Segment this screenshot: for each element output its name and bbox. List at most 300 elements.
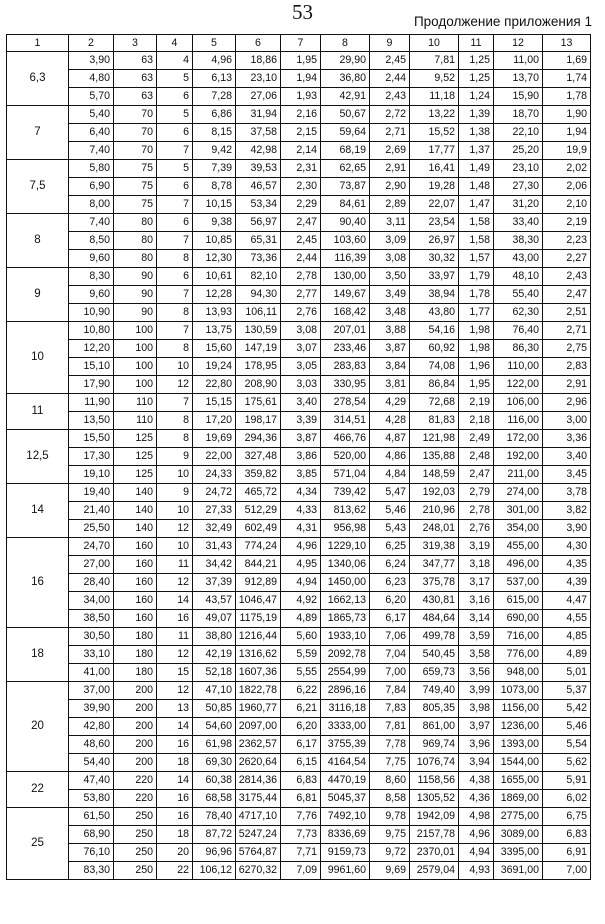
- table-cell: 6,17: [281, 736, 321, 754]
- table-cell: 8,15: [193, 124, 236, 142]
- table-cell: 5,37: [543, 682, 591, 700]
- table-cell: 15,90: [494, 88, 543, 106]
- table-cell: 1305,52: [410, 790, 459, 808]
- table-cell: 540,45: [410, 646, 459, 664]
- table-cell: 33,97: [410, 268, 459, 286]
- table-cell: 1,38: [459, 124, 494, 142]
- table-cell: 42,19: [193, 646, 236, 664]
- column-header-12: 12: [494, 35, 543, 52]
- table-cell: 5: [157, 106, 193, 124]
- table-row: [7, 628, 591, 646]
- table-cell: 4: [157, 52, 193, 70]
- table-cell: 5,70: [69, 88, 114, 106]
- table-cell: 8336,69: [321, 826, 370, 844]
- table-cell: 3,03: [281, 376, 321, 394]
- table-cell: 15,15: [193, 394, 236, 412]
- group-label: 25: [7, 808, 69, 880]
- table-row: [7, 358, 591, 376]
- table-cell: 9,78: [370, 808, 410, 826]
- table-cell: 294,36: [236, 430, 281, 448]
- table-cell: 9,60: [69, 250, 114, 268]
- table-cell: 160: [114, 574, 157, 592]
- table-cell: 1393,00: [494, 736, 543, 754]
- table-cell: 82,10: [236, 268, 281, 286]
- table-row: [7, 664, 591, 682]
- table-row: [7, 736, 591, 754]
- table-cell: 39,90: [69, 700, 114, 718]
- table-cell: 8,50: [69, 232, 114, 250]
- table-cell: 19,10: [69, 466, 114, 484]
- table-cell: 106,00: [494, 394, 543, 412]
- column-header-1: 1: [7, 35, 69, 52]
- table-cell: 2,77: [281, 286, 321, 304]
- table-cell: 1,79: [459, 268, 494, 286]
- table-cell: 13,22: [410, 106, 459, 124]
- table-cell: 3089,00: [494, 826, 543, 844]
- table-cell: 7,28: [193, 88, 236, 106]
- table-cell: 1,93: [281, 88, 321, 106]
- table-cell: 2,76: [459, 520, 494, 538]
- table-cell: 484,64: [410, 610, 459, 628]
- table-cell: 3755,39: [321, 736, 370, 754]
- table-cell: 354,00: [494, 520, 543, 538]
- table-cell: 63: [114, 52, 157, 70]
- table-cell: 19,69: [193, 430, 236, 448]
- table-cell: 75: [114, 160, 157, 178]
- table-cell: 60,92: [410, 340, 459, 358]
- table-cell: 4,38: [459, 772, 494, 790]
- column-header-6: 6: [236, 35, 281, 52]
- table-cell: 11: [157, 556, 193, 574]
- table-cell: 22,00: [193, 448, 236, 466]
- table-cell: 2370,01: [410, 844, 459, 862]
- table-cell: 6,40: [69, 124, 114, 142]
- table-cell: 2,91: [543, 376, 591, 394]
- table-cell: 1,24: [459, 88, 494, 106]
- table-row: [7, 718, 591, 736]
- table-cell: 1158,56: [410, 772, 459, 790]
- table-cell: 5,54: [543, 736, 591, 754]
- table-cell: 248,01: [410, 520, 459, 538]
- table-cell: 17,30: [69, 448, 114, 466]
- table-cell: 1,25: [459, 70, 494, 88]
- table-cell: 2,47: [281, 214, 321, 232]
- table-cell: 6,21: [281, 700, 321, 718]
- table-body: [7, 52, 591, 880]
- table-cell: 42,91: [321, 88, 370, 106]
- table-cell: 10,90: [69, 304, 114, 322]
- table-cell: 2,78: [459, 502, 494, 520]
- table-cell: 4,94: [459, 844, 494, 862]
- table-row: [7, 520, 591, 538]
- table-cell: 121,98: [410, 430, 459, 448]
- table-cell: 4,55: [543, 610, 591, 628]
- table-row: [7, 322, 591, 340]
- table-cell: 11: [157, 628, 193, 646]
- table-cell: 4,84: [370, 466, 410, 484]
- table-cell: 125: [114, 466, 157, 484]
- table-cell: 3,87: [370, 340, 410, 358]
- table-cell: 9,52: [410, 70, 459, 88]
- table-cell: 2,78: [281, 268, 321, 286]
- table-row: [7, 448, 591, 466]
- table-cell: 135,88: [410, 448, 459, 466]
- table-cell: 86,30: [494, 340, 543, 358]
- table-cell: 4,87: [370, 430, 410, 448]
- table-cell: 147,19: [236, 340, 281, 358]
- table-cell: 76,10: [69, 844, 114, 862]
- table-cell: 6: [157, 268, 193, 286]
- table-cell: 116,00: [494, 412, 543, 430]
- table-cell: 2097,00: [236, 718, 281, 736]
- table-cell: 70: [114, 142, 157, 160]
- table-cell: 3,88: [370, 322, 410, 340]
- table-row: [7, 592, 591, 610]
- table-cell: 18: [157, 826, 193, 844]
- table-cell: 2,30: [281, 178, 321, 196]
- table-cell: 3,08: [370, 250, 410, 268]
- table-cell: 5,55: [281, 664, 321, 682]
- table-cell: 2,10: [543, 196, 591, 214]
- table-cell: 2775,00: [494, 808, 543, 826]
- table-cell: 4,89: [543, 646, 591, 664]
- table-row: [7, 538, 591, 556]
- table-cell: 2,16: [281, 106, 321, 124]
- table-cell: 7: [157, 394, 193, 412]
- table-cell: 25,20: [494, 142, 543, 160]
- table-cell: 73,87: [321, 178, 370, 196]
- table-cell: 520,00: [321, 448, 370, 466]
- table-row: [7, 88, 591, 106]
- table-cell: 31,94: [236, 106, 281, 124]
- page-number: 53: [292, 0, 313, 24]
- table-cell: 200: [114, 700, 157, 718]
- table-row: [7, 268, 591, 286]
- table-cell: 5,01: [543, 664, 591, 682]
- table-cell: 63: [114, 70, 157, 88]
- column-header-13: 13: [543, 35, 591, 52]
- table-cell: 2,47: [459, 466, 494, 484]
- table-cell: 16: [157, 808, 193, 826]
- table-cell: 59,64: [321, 124, 370, 142]
- table-cell: 3,09: [370, 232, 410, 250]
- table-cell: 2,06: [543, 178, 591, 196]
- table-cell: 38,50: [69, 610, 114, 628]
- table-cell: 210,96: [410, 502, 459, 520]
- table-cell: 3,48: [370, 304, 410, 322]
- table-cell: 1,39: [459, 106, 494, 124]
- table-cell: 1,78: [459, 286, 494, 304]
- table-cell: 716,00: [494, 628, 543, 646]
- table-cell: 2,19: [543, 214, 591, 232]
- table-cell: 27,00: [69, 556, 114, 574]
- table-cell: 28,40: [69, 574, 114, 592]
- table-row: [7, 142, 591, 160]
- table-cell: 7,81: [410, 52, 459, 70]
- table-cell: 4,47: [543, 592, 591, 610]
- table-cell: 4,33: [281, 502, 321, 520]
- table-cell: 90: [114, 268, 157, 286]
- table-cell: 7,81: [370, 718, 410, 736]
- table-cell: 1,57: [459, 250, 494, 268]
- table-cell: 1865,73: [321, 610, 370, 628]
- table-cell: 4,98: [459, 808, 494, 826]
- table-row: [7, 124, 591, 142]
- table-cell: 3,40: [543, 448, 591, 466]
- table-cell: 2,91: [370, 160, 410, 178]
- table-cell: 537,00: [494, 574, 543, 592]
- table-cell: 78,40: [193, 808, 236, 826]
- table-cell: 5,43: [370, 520, 410, 538]
- table-cell: 8: [157, 250, 193, 268]
- table-cell: 6,02: [543, 790, 591, 808]
- table-cell: 776,00: [494, 646, 543, 664]
- table-cell: 948,00: [494, 664, 543, 682]
- table-cell: 805,35: [410, 700, 459, 718]
- table-cell: 12: [157, 376, 193, 394]
- table-cell: 100: [114, 358, 157, 376]
- table-cell: 43,80: [410, 304, 459, 322]
- table-cell: 15,50: [69, 430, 114, 448]
- table-cell: 29,90: [321, 52, 370, 70]
- table-row: [7, 772, 591, 790]
- table-cell: 1869,00: [494, 790, 543, 808]
- table-cell: 1236,00: [494, 718, 543, 736]
- table-row: [7, 250, 591, 268]
- table-cell: 690,00: [494, 610, 543, 628]
- table-cell: 4,35: [543, 556, 591, 574]
- column-header-7: 7: [281, 35, 321, 52]
- table-cell: 956,98: [321, 520, 370, 538]
- table-cell: 3,05: [281, 358, 321, 376]
- table-cell: 125: [114, 448, 157, 466]
- group-label: 12,5: [7, 430, 69, 484]
- table-cell: 16,41: [410, 160, 459, 178]
- table-cell: 7,06: [370, 628, 410, 646]
- table-cell: 430,81: [410, 592, 459, 610]
- table-cell: 327,48: [236, 448, 281, 466]
- table-row: [7, 178, 591, 196]
- table-cell: 1,94: [543, 124, 591, 142]
- table-cell: 2579,04: [410, 862, 459, 880]
- table-row: [7, 682, 591, 700]
- table-cell: 2,47: [543, 286, 591, 304]
- table-row: [7, 376, 591, 394]
- table-cell: 602,49: [236, 520, 281, 538]
- table-cell: 180: [114, 646, 157, 664]
- table-cell: 2,29: [281, 196, 321, 214]
- table-cell: 6,25: [370, 538, 410, 556]
- table-cell: 83,30: [69, 862, 114, 880]
- table-cell: 19,28: [410, 178, 459, 196]
- table-cell: 9: [157, 448, 193, 466]
- table-cell: 6: [157, 88, 193, 106]
- table-cell: 5,91: [543, 772, 591, 790]
- column-header-3: 3: [114, 35, 157, 52]
- table-cell: 2,83: [543, 358, 591, 376]
- table-cell: 2,96: [543, 394, 591, 412]
- table-cell: 1942,09: [410, 808, 459, 826]
- table-cell: 283,83: [321, 358, 370, 376]
- table-row: [7, 610, 591, 628]
- table-cell: 9: [157, 484, 193, 502]
- table-cell: 1,47: [459, 196, 494, 214]
- table-cell: 15,60: [193, 340, 236, 358]
- table-cell: 22,80: [193, 376, 236, 394]
- table-cell: 200: [114, 718, 157, 736]
- table-cell: 49,07: [193, 610, 236, 628]
- table-cell: 844,21: [236, 556, 281, 574]
- table-cell: 27,30: [494, 178, 543, 196]
- table-cell: 2896,16: [321, 682, 370, 700]
- table-cell: 220: [114, 772, 157, 790]
- group-label: 6,3: [7, 52, 69, 106]
- table-cell: 100: [114, 322, 157, 340]
- table-cell: 81,83: [410, 412, 459, 430]
- table-cell: 455,00: [494, 538, 543, 556]
- table-cell: 1,78: [543, 88, 591, 106]
- table-cell: 274,00: [494, 484, 543, 502]
- table-cell: 16: [157, 610, 193, 628]
- table-cell: 74,08: [410, 358, 459, 376]
- table-row: [7, 286, 591, 304]
- table-cell: 375,78: [410, 574, 459, 592]
- table-cell: 3,14: [459, 610, 494, 628]
- table-cell: 26,97: [410, 232, 459, 250]
- table-row: [7, 466, 591, 484]
- table-cell: 4717,10: [236, 808, 281, 826]
- table-cell: 8: [157, 430, 193, 448]
- table-cell: 80: [114, 250, 157, 268]
- table-cell: 3,36: [543, 430, 591, 448]
- table-cell: 5,42: [543, 700, 591, 718]
- table-cell: 2,79: [459, 484, 494, 502]
- table-cell: 160: [114, 610, 157, 628]
- table-cell: 43,57: [193, 592, 236, 610]
- table-cell: 3,96: [459, 736, 494, 754]
- group-label: 7,5: [7, 160, 69, 214]
- column-header-10: 10: [410, 35, 459, 52]
- table-cell: 25,50: [69, 520, 114, 538]
- table-cell: 36,80: [321, 70, 370, 88]
- column-header-2: 2: [69, 35, 114, 52]
- table-row: [7, 790, 591, 808]
- table-cell: 301,00: [494, 502, 543, 520]
- table-cell: 200: [114, 736, 157, 754]
- table-cell: 9961,60: [321, 862, 370, 880]
- table-cell: 160: [114, 538, 157, 556]
- table-cell: 4,92: [281, 592, 321, 610]
- table-cell: 4,36: [459, 790, 494, 808]
- table-cell: 1960,77: [236, 700, 281, 718]
- table-cell: 1340,06: [321, 556, 370, 574]
- table-cell: 6,83: [543, 826, 591, 844]
- table-cell: 6: [157, 124, 193, 142]
- table-cell: 149,67: [321, 286, 370, 304]
- table-cell: 7,09: [281, 862, 321, 880]
- table-cell: 60,38: [193, 772, 236, 790]
- table-cell: 207,01: [321, 322, 370, 340]
- table-cell: 42,98: [236, 142, 281, 160]
- table-cell: 4,34: [281, 484, 321, 502]
- table-row: [7, 196, 591, 214]
- table-cell: 2157,78: [410, 826, 459, 844]
- table-cell: 12,20: [69, 340, 114, 358]
- table-cell: 2,71: [370, 124, 410, 142]
- table-cell: 10,80: [69, 322, 114, 340]
- table-cell: 116,39: [321, 250, 370, 268]
- table-cell: 2,43: [370, 88, 410, 106]
- table-cell: 53,80: [69, 790, 114, 808]
- table-cell: 18: [157, 754, 193, 772]
- table-cell: 31,20: [494, 196, 543, 214]
- table-cell: 7,78: [370, 736, 410, 754]
- table-cell: 14: [157, 772, 193, 790]
- table-cell: 140: [114, 502, 157, 520]
- table-cell: 2,76: [281, 304, 321, 322]
- table-cell: 1,48: [459, 178, 494, 196]
- table-cell: 1316,62: [236, 646, 281, 664]
- table-cell: 3,97: [459, 718, 494, 736]
- table-cell: 774,24: [236, 538, 281, 556]
- table-cell: 2,48: [459, 448, 494, 466]
- table-cell: 41,00: [69, 664, 114, 682]
- table-cell: 3,17: [459, 574, 494, 592]
- table-cell: 37,00: [69, 682, 114, 700]
- table-cell: 2,51: [543, 304, 591, 322]
- table-cell: 512,29: [236, 502, 281, 520]
- table-cell: 50,85: [193, 700, 236, 718]
- table-cell: 65,31: [236, 232, 281, 250]
- table-cell: 14: [157, 718, 193, 736]
- table-cell: 5: [157, 160, 193, 178]
- table-cell: 20: [157, 844, 193, 862]
- table-cell: 2814,36: [236, 772, 281, 790]
- table-cell: 1,96: [459, 358, 494, 376]
- table-cell: 24,70: [69, 538, 114, 556]
- table-cell: 1,58: [459, 232, 494, 250]
- table-cell: 6: [157, 178, 193, 196]
- table-cell: 148,59: [410, 466, 459, 484]
- table-cell: 7: [157, 232, 193, 250]
- table-cell: 19,9: [543, 142, 591, 160]
- table-cell: 27,06: [236, 88, 281, 106]
- table-cell: 4,95: [281, 556, 321, 574]
- table-cell: 1046,47: [236, 592, 281, 610]
- table-cell: 192,00: [494, 448, 543, 466]
- table-cell: 1073,00: [494, 682, 543, 700]
- table-cell: 2,75: [543, 340, 591, 358]
- table-cell: 23,10: [494, 160, 543, 178]
- table-cell: 39,53: [236, 160, 281, 178]
- table-cell: 7,00: [543, 862, 591, 880]
- table-cell: 3,58: [459, 646, 494, 664]
- table-cell: 9,38: [193, 214, 236, 232]
- group-label: 11: [7, 394, 69, 430]
- table-cell: 47,10: [193, 682, 236, 700]
- table-cell: 110: [114, 394, 157, 412]
- table-cell: 130,00: [321, 268, 370, 286]
- table-cell: 3,90: [543, 520, 591, 538]
- table-cell: 1,98: [459, 322, 494, 340]
- table-cell: 3,81: [370, 376, 410, 394]
- table-cell: 2,27: [543, 250, 591, 268]
- table-cell: 3,07: [281, 340, 321, 358]
- table-cell: 23,10: [236, 70, 281, 88]
- table-cell: 7,83: [370, 700, 410, 718]
- table-row: [7, 556, 591, 574]
- table-cell: 1229,10: [321, 538, 370, 556]
